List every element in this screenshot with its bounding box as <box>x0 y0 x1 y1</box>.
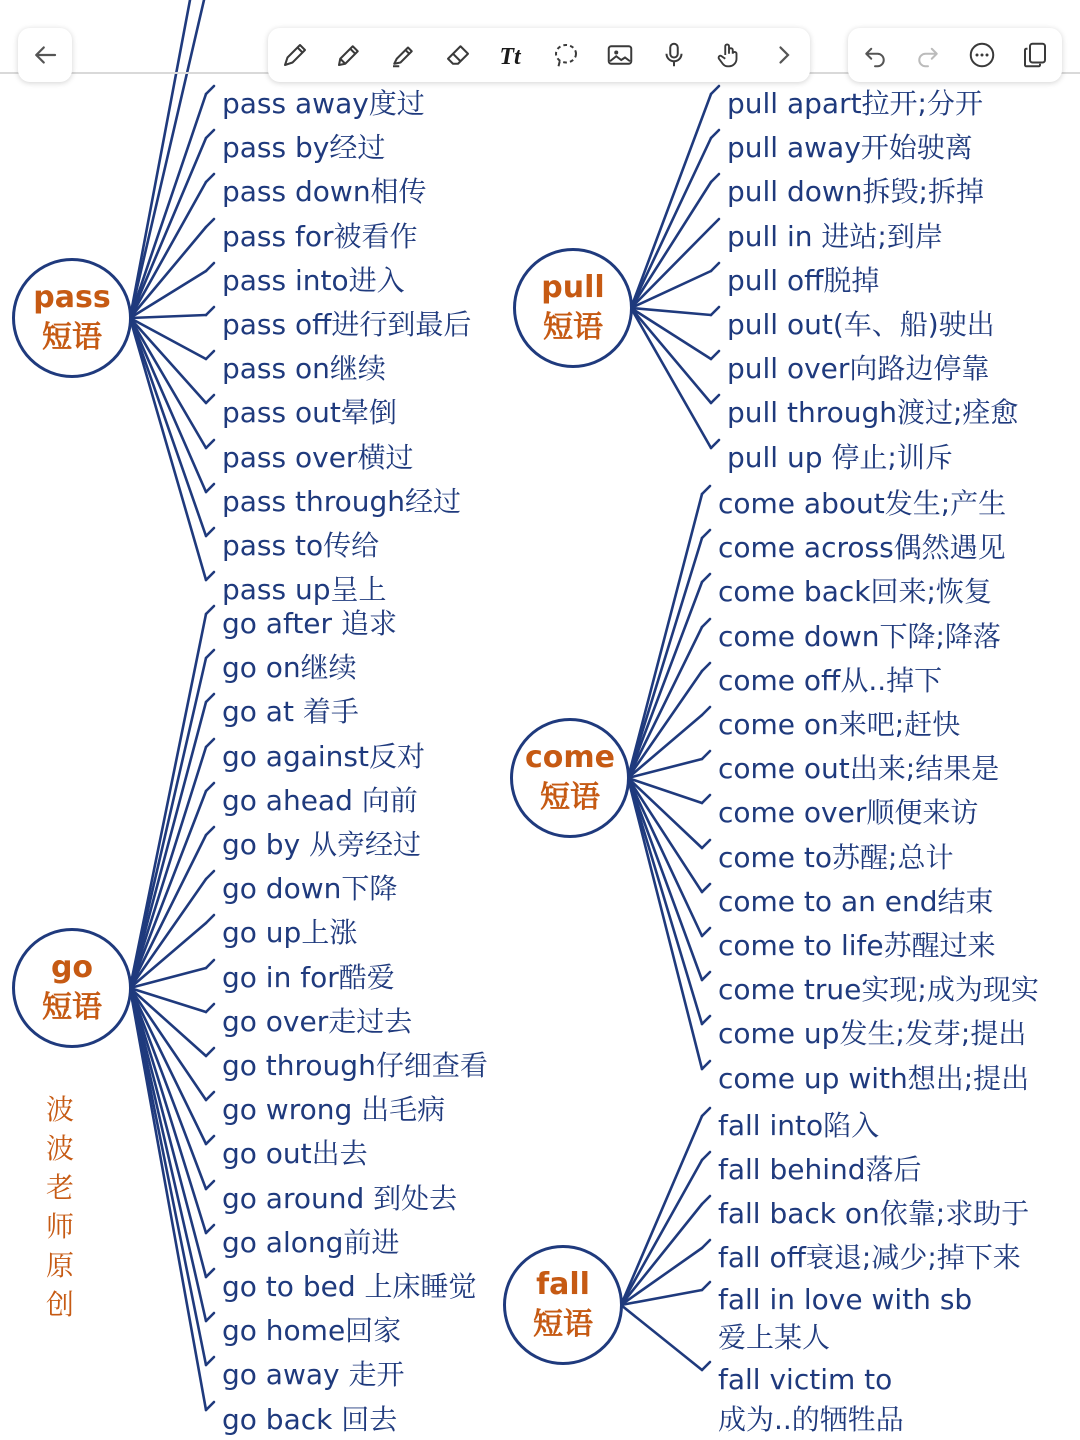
go-branch-line <box>130 702 206 988</box>
go-branch-tick <box>206 1048 214 1056</box>
come-branch-line <box>628 538 702 778</box>
come-phrase-item: come to苏醒;总计 <box>718 841 954 874</box>
pass-branch-tick <box>206 219 214 227</box>
come-phrase-item: come across偶然遇见 <box>718 531 1006 564</box>
go-branch-tick <box>206 694 214 702</box>
fall-root-subtitle: 短语 <box>533 1307 593 1342</box>
come-root-node <box>510 718 630 838</box>
go-branch-tick <box>206 915 214 923</box>
go-branch-tick <box>206 1225 214 1233</box>
go-phrase-item: go wrong 出毛病 <box>222 1093 446 1126</box>
go-phrase-item: go in for酷爱 <box>222 961 395 994</box>
go-phrase-item: go over走过去 <box>222 1005 413 1038</box>
pass-branch-tick <box>206 130 214 138</box>
pull-branch-line <box>631 308 711 403</box>
fall-phrase-item: fall off衰退;减少;掉下来 <box>718 1241 1021 1274</box>
come-branch-tick <box>702 619 710 627</box>
pass-phrase-item: pass for被看作 <box>222 220 418 253</box>
go-branch-line <box>130 988 206 1321</box>
go-phrase-item: go back 回去 <box>222 1403 398 1436</box>
come-branch-tick <box>702 486 710 494</box>
come-branch-line <box>628 494 702 778</box>
pull-branch-line <box>631 138 711 308</box>
pull-phrase-item: pull down拆毁;拆掉 <box>727 175 984 208</box>
pull-branch-line <box>631 308 711 359</box>
pass-phrase-item: pass out晕倒 <box>222 396 397 429</box>
eraser-icon[interactable] <box>436 33 480 77</box>
fall-root-title: fall <box>536 1267 590 1302</box>
go-branch-line <box>130 988 206 1277</box>
go-branch-tick <box>206 1181 214 1189</box>
pass-phrase-item: pass off进行到最后 <box>222 308 472 341</box>
more-icon[interactable] <box>960 33 1004 77</box>
undo-icon[interactable] <box>853 33 897 77</box>
go-branch-tick <box>206 1402 214 1410</box>
go-branch-tick <box>206 1357 214 1365</box>
pass-phrase-item: pass on继续 <box>222 352 386 385</box>
pencil-icon[interactable] <box>327 33 371 77</box>
come-branch-tick <box>702 1016 710 1024</box>
come-branch-line <box>628 778 702 980</box>
come-branch-tick <box>702 972 710 980</box>
pull-branch-tick <box>711 307 719 315</box>
go-branch-tick <box>206 1136 214 1144</box>
pass-branch-tick <box>206 572 214 580</box>
go-phrase-item: go out出去 <box>222 1137 368 1170</box>
go-branch-tick <box>206 871 214 879</box>
pass-branch-line <box>130 0 190 318</box>
pass-phrase-item: pass up呈上 <box>222 573 387 606</box>
come-branch-tick <box>702 795 710 803</box>
fall-branch-line <box>621 1204 702 1305</box>
come-branch-tick <box>702 707 710 715</box>
pass-branch-tick <box>206 307 214 315</box>
pass-root-subtitle: 短语 <box>42 320 102 355</box>
pass-phrase-item: pass down相传 <box>222 175 427 208</box>
pass-branch-line <box>130 315 206 318</box>
come-branch-line <box>628 778 702 936</box>
go-phrase-item: go after 追求 <box>222 607 397 640</box>
pull-phrase-item: pull off脱掉 <box>727 264 880 297</box>
come-phrase-item: come to an end结束 <box>718 885 994 918</box>
go-phrase-item: go through仔细查看 <box>222 1049 488 1082</box>
go-branch-line <box>130 835 206 988</box>
go-branch-line <box>130 988 206 1012</box>
image-icon[interactable] <box>598 33 642 77</box>
go-branch-tick <box>206 1269 214 1277</box>
fall-branch-tick <box>702 1196 710 1204</box>
go-phrase-item: go to bed 上床睡觉 <box>222 1270 477 1303</box>
pull-phrase-item: pull in 进站;到岸 <box>727 220 943 253</box>
fall-branch-tick <box>702 1240 710 1248</box>
pull-branch-tick <box>711 440 719 448</box>
hand-touch-icon[interactable] <box>707 33 751 77</box>
come-branch-tick <box>702 751 710 759</box>
go-branch-tick <box>206 606 214 614</box>
go-root-title: go <box>50 950 94 985</box>
come-branch-tick <box>702 928 710 936</box>
pass-branch-tick <box>206 528 214 536</box>
go-branch-tick <box>206 1004 214 1012</box>
pull-branch-tick <box>711 174 719 182</box>
fall-phrase-item: fall back on依靠;求助于 <box>718 1197 1030 1230</box>
pass-branch-tick <box>206 440 214 448</box>
come-branch-line <box>628 582 702 778</box>
come-phrase-item: come on来吧;赶快 <box>718 708 961 741</box>
go-branch-tick <box>206 1092 214 1100</box>
go-phrase-item: go against反对 <box>222 740 425 773</box>
pull-branch-tick <box>711 351 719 359</box>
chevron-right-icon[interactable] <box>761 33 805 77</box>
come-phrase-item: come up发生;发芽;提出 <box>718 1017 1027 1050</box>
pull-root-title: pull <box>541 270 605 305</box>
pull-root-node <box>513 248 633 368</box>
fall-phrase-item: 爱上某人 <box>718 1321 831 1354</box>
go-phrase-item: go up上涨 <box>222 916 358 949</box>
pass-phrase-item: pass through经过 <box>222 485 462 518</box>
go-branch-tick <box>206 650 214 658</box>
pass-branch-tick <box>206 351 214 359</box>
come-root-title: come <box>525 740 615 775</box>
come-phrase-item: come over顺便来访 <box>718 796 979 829</box>
come-branch-tick <box>702 663 710 671</box>
redo-icon[interactable] <box>906 33 950 77</box>
back-arrow-icon[interactable] <box>23 33 67 77</box>
go-branch-line <box>130 988 206 1144</box>
pass-branch-line <box>130 271 206 318</box>
come-branch-line <box>628 778 702 1024</box>
pass-branch-line <box>130 318 206 580</box>
pull-branch-line <box>631 308 711 315</box>
come-branch-tick <box>702 530 710 538</box>
pass-branch-line <box>130 138 206 318</box>
go-branch-tick <box>206 827 214 835</box>
fall-branch-tick <box>702 1108 710 1116</box>
highlighter-icon[interactable] <box>381 33 425 77</box>
come-branch-line <box>628 778 702 1069</box>
pass-phrase-item: pass over横过 <box>222 441 414 474</box>
come-branch-line <box>628 627 702 778</box>
fall-branch-line <box>621 1305 702 1370</box>
fall-phrase-item: fall in love with sb <box>718 1283 973 1316</box>
go-phrase-item: go along前进 <box>222 1226 400 1259</box>
come-branch-tick <box>702 884 710 892</box>
pass-branch-tick <box>206 86 214 94</box>
pass-branch-tick <box>206 395 214 403</box>
go-root-node <box>12 928 132 1048</box>
pull-phrase-item: pull out(车、船)驶出 <box>727 308 995 341</box>
pass-root-node <box>12 258 132 378</box>
come-phrase-item: come out出来;结果是 <box>718 752 1000 785</box>
come-phrase-item: come true实现;成为现实 <box>718 973 1039 1006</box>
go-phrase-item: go ahead 向前 <box>222 784 418 817</box>
mic-icon[interactable] <box>652 33 696 77</box>
go-phrase-item: go around 到处去 <box>222 1182 458 1215</box>
come-branch-line <box>628 778 702 892</box>
come-phrase-item: come down下降;降落 <box>718 620 1001 653</box>
pass-root-title: pass <box>33 280 111 315</box>
fall-branch-tick <box>702 1362 710 1370</box>
pages-icon[interactable] <box>1013 33 1057 77</box>
pull-branch-tick <box>711 86 719 94</box>
come-branch-tick <box>702 840 710 848</box>
pass-branch-line <box>130 318 206 492</box>
come-root-subtitle: 短语 <box>540 780 600 815</box>
come-phrase-item: come up with想出;提出 <box>718 1062 1030 1095</box>
go-phrase-item: go away 走开 <box>222 1358 405 1391</box>
pull-branch-tick <box>711 219 719 227</box>
go-branch-tick <box>206 783 214 791</box>
fall-branch-tick <box>702 1282 710 1290</box>
pull-branch-line <box>631 227 711 308</box>
fall-phrase-item: fall behind落后 <box>718 1153 922 1186</box>
pass-branch-tick <box>206 174 214 182</box>
pass-branch-tick <box>206 263 214 271</box>
pull-phrase-item: pull through渡过;痊愈 <box>727 396 1019 429</box>
come-branch-tick <box>702 1061 710 1069</box>
go-phrase-item: go home回家 <box>222 1314 402 1347</box>
pass-phrase-item: pass to传给 <box>222 529 380 562</box>
fall-branch-tick <box>702 1152 710 1160</box>
pass-branch-line <box>130 0 204 318</box>
go-phrase-item: go on继续 <box>222 651 357 684</box>
pull-root-subtitle: 短语 <box>543 310 603 345</box>
go-branch-tick <box>206 739 214 747</box>
lasso-icon[interactable] <box>544 33 588 77</box>
go-branch-line <box>130 747 206 988</box>
pass-branch-tick <box>206 484 214 492</box>
go-branch-tick <box>206 1313 214 1321</box>
come-phrase-item: come back回来;恢复 <box>718 575 992 608</box>
pull-branch-line <box>631 308 711 448</box>
come-branch-tick <box>702 574 710 582</box>
go-branch-tick <box>206 960 214 968</box>
pull-phrase-item: pull away开始驶离 <box>727 131 973 164</box>
go-root-subtitle: 短语 <box>42 990 102 1025</box>
go-phrase-item: go at 着手 <box>222 695 359 728</box>
tools-toolbar <box>268 28 810 82</box>
text-tool-icon[interactable] <box>490 33 534 77</box>
fall-root-node <box>503 1245 623 1365</box>
come-phrase-item: come about发生;产生 <box>718 487 1007 520</box>
come-phrase-item: come off从..掉下 <box>718 664 943 697</box>
fall-branch-line <box>621 1160 702 1305</box>
go-phrase-item: go by 从旁经过 <box>222 828 422 861</box>
pull-branch-tick <box>711 263 719 271</box>
pen-icon[interactable] <box>273 33 317 77</box>
go-phrase-item: go down下降 <box>222 872 398 905</box>
fall-phrase-item: fall into陷入 <box>718 1109 880 1142</box>
pull-phrase-item: pull apart拉开;分开 <box>727 87 983 120</box>
pull-branch-tick <box>711 395 719 403</box>
pull-phrase-item: pull over向路边停靠 <box>727 352 990 385</box>
pass-phrase-item: pass into进入 <box>222 264 405 297</box>
pass-phrase-item: pass by经过 <box>222 131 386 164</box>
actions-toolbar <box>848 28 1062 82</box>
pass-branch-line <box>130 94 206 318</box>
svg-text:Tt: Tt <box>499 43 521 70</box>
fall-phrase-item: 成为..的牺牲品 <box>718 1403 904 1436</box>
fall-phrase-item: fall victim to <box>718 1363 893 1396</box>
back-toolbar <box>18 28 72 82</box>
pull-branch-tick <box>711 130 719 138</box>
pass-phrase-item: pass away度过 <box>222 87 425 120</box>
pull-phrase-item: pull up 停止;训斥 <box>727 441 953 474</box>
author-signature: 波波老师原创 <box>45 1093 74 1321</box>
come-phrase-item: come to life苏醒过来 <box>718 929 996 962</box>
